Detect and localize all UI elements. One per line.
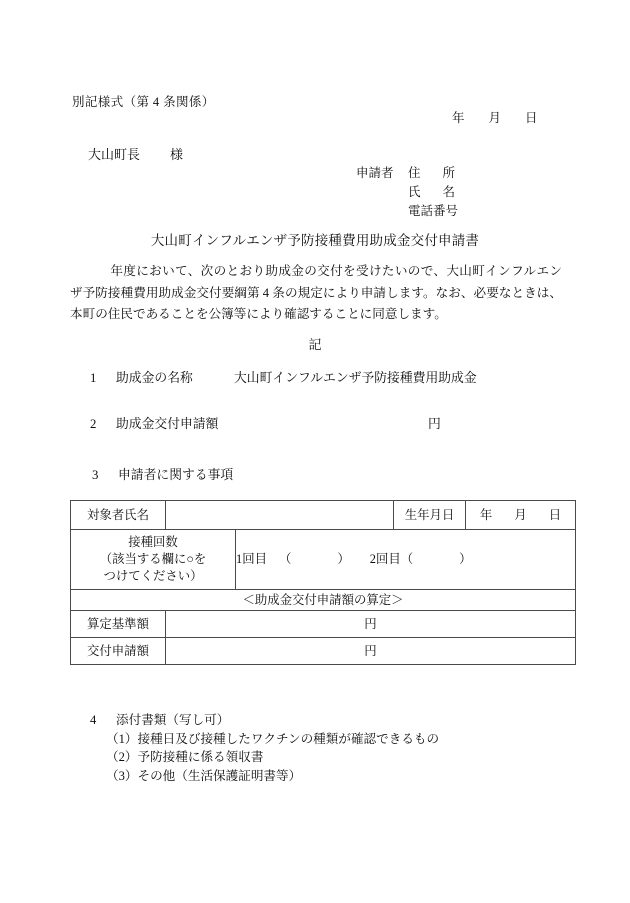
- dose-1-paren-open: （: [278, 552, 292, 566]
- addressee-honorific: 様: [170, 147, 184, 162]
- item-1-label: 助成金の名称: [116, 371, 193, 385]
- item-1-value: 大山町インフルエンザ予防接種費用助成金: [234, 371, 477, 385]
- dose-2-paren-close: ）: [459, 552, 472, 566]
- request-amount-unit: 円: [364, 643, 377, 658]
- addressee-name: 大山町長: [88, 147, 141, 162]
- item-applicant-matters: [92, 464, 233, 483]
- applicant-name-char1: 氏: [408, 185, 421, 199]
- base-amount-unit: 円: [364, 616, 377, 631]
- item-2-currency-unit: 円: [428, 417, 441, 431]
- table-row-doses: [71, 530, 576, 590]
- dose-count-label-line1: 接種回数: [128, 535, 178, 549]
- item-subsidy-name: [90, 367, 477, 386]
- applicant-phone-label: 電話番号: [408, 204, 459, 218]
- form-code: 別記様式（第 4 条関係）: [72, 95, 215, 109]
- submission-date-line: [452, 108, 538, 126]
- page-title: 大山町インフルエンザ予防接種費用助成金交付申請書: [150, 233, 480, 248]
- applicant-address-row: [356, 164, 458, 183]
- attachment-item-3: （3）その他（生活保護証明書等）: [106, 768, 302, 783]
- applicant-name-char2: 名: [442, 185, 456, 199]
- item-1-number: 1: [90, 371, 97, 385]
- item-requested-amount: [90, 413, 441, 432]
- dose-2-label: 2回目: [369, 552, 401, 566]
- applicant-phone-row: [356, 202, 458, 221]
- attachment-item-1: （1）接種日及び接種したワクチンの種類が確認できるもの: [106, 731, 440, 746]
- applicant-address-char1: 住: [408, 166, 421, 180]
- dob-label: 生年月日: [394, 501, 466, 530]
- table-row-calc-header: [71, 590, 576, 611]
- attachments-heading: [90, 711, 439, 730]
- attachment-item-2: （2）予防接種に係る領収書: [106, 750, 264, 764]
- base-amount-input-cell[interactable]: [166, 611, 576, 638]
- date-day-label: 日: [525, 111, 538, 125]
- dob-day-label: 日: [548, 507, 562, 522]
- request-amount-label: 交付申請額: [71, 638, 166, 665]
- applicant-block: [356, 164, 458, 221]
- dose-1-paren-close: ）: [337, 552, 350, 566]
- table-row-base-amount: [71, 611, 576, 638]
- dose-2-paren-open: （: [400, 552, 414, 566]
- base-amount-label: 算定基準額: [71, 611, 166, 638]
- item-2-number: 2: [90, 417, 97, 431]
- dose-count-label-line2: （該当する欄に○を: [99, 552, 207, 566]
- calc-header-label: ＜助成金交付申請額の算定＞: [71, 590, 576, 611]
- item-3-number: 3: [92, 468, 99, 482]
- dose-count-label-line3: つけてください）: [103, 569, 203, 583]
- item-2-label: 助成金交付申請額: [116, 417, 219, 431]
- ki-marker: 記: [308, 337, 322, 352]
- dose-1-label: 1回目: [236, 552, 267, 566]
- dob-input-cell[interactable]: [466, 501, 576, 530]
- body-paragraph: 年度において、次のとおり助成金の交付を受けたいので、大山町インフルエンザ予防接種費用助成金交付要綱第 4 条の規定により申請します。なお、必要なときは、本町の住民であることを公簿等により確認することに同意します。: [70, 264, 562, 321]
- date-year-label: 年: [452, 111, 465, 125]
- date-month-label: 月: [488, 111, 502, 125]
- dose-count-label: [71, 530, 236, 590]
- item-3-label: 申請者に関する事項: [118, 468, 234, 482]
- applicant-name-row: [356, 183, 458, 202]
- attachments-heading-label: 添付書類（写し可）: [116, 713, 230, 727]
- applicant-details-table: [70, 500, 576, 665]
- table-row-request-amount: [71, 638, 576, 665]
- applicant-label: 申請者: [356, 166, 394, 180]
- request-amount-input-cell[interactable]: [166, 638, 576, 665]
- dob-month-label: 月: [514, 507, 527, 522]
- applicant-address-char2: 所: [442, 166, 456, 180]
- target-name-label: 対象者氏名: [71, 501, 166, 530]
- dose-selection-cell[interactable]: [236, 530, 576, 590]
- dob-year-label: 年: [479, 507, 493, 522]
- table-row-name: [71, 501, 576, 530]
- target-name-input-cell[interactable]: [166, 501, 394, 530]
- addressee: [88, 144, 183, 163]
- attachments-number: 4: [90, 713, 97, 727]
- attachments-section: [90, 711, 439, 785]
